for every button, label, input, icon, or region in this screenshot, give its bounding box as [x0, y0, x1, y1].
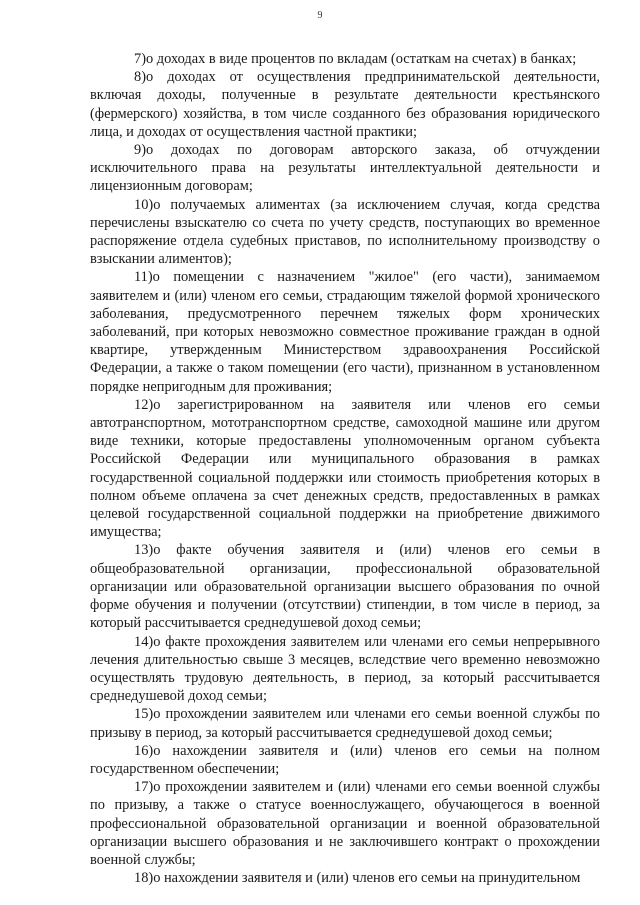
item-number: 7)	[134, 51, 146, 67]
item-text: о доходах от осуществления предпринимательской деятельности, включая доходы, полученные в результате деятельности крестьянского (фермерского) хозяйства, в том числе созданного без образования юридического лица, и доходах от осуществления частной практики;	[90, 69, 600, 140]
list-item	[90, 742, 600, 778]
list-item	[90, 869, 600, 887]
list-item	[90, 50, 600, 68]
item-number: 17)	[134, 779, 154, 796]
item-number: 16)	[134, 742, 154, 759]
item-number: 18)	[134, 870, 154, 887]
list-item	[90, 778, 600, 869]
list-item	[90, 196, 600, 269]
list-item	[90, 141, 600, 196]
item-number: 12)	[134, 396, 154, 413]
list-item	[90, 633, 600, 706]
item-number: 8)	[134, 69, 146, 86]
item-number: 15)	[134, 706, 154, 723]
list-item	[90, 705, 600, 741]
item-text: о доходах в виде процентов по вкладам (остаткам на счетах) в банках;	[146, 51, 577, 67]
item-text: о получаемых алиментах (за исключением случая, когда средства перечислены взыскателю со счета по учету средств, поступающих во временное распоряжение отдела судебных приставов, по исполнительному производству о взыскании алиментов);	[90, 196, 600, 268]
item-number: 11)	[134, 269, 153, 286]
item-text: о факте обучения заявителя и (или) членов его семьи в общеобразовательной организации, профессиональной образовательной организации или образовательной организации высшего образования по очной форме обучения и получении (отсутствии) стипендии, в том числе в период, за который рассчитывается среднедушевой доход семьи;	[90, 542, 600, 632]
item-text: о помещении с назначением "жилое" (его части), занимаемом заявителем и (или) членом его семьи, страдающим тяжелой формой хронического заболевания, предусмотренного перечнем тяжелых форм хронических заболеваний, при которых невозможно совместное проживание граждан в одной квартире, утвержденным Министерством здравоохранения Российской Федерации, а также о таком помещении (его части), признанном в установленном порядке непригодным для проживания;	[90, 269, 600, 395]
item-text: о зарегистрированном на заявителя или членов его семьи автотранспортном, мототранспортном средстве, самоходной машине или другом виде техники, которые предоставлены уполномоченным органом субъекта Российской Федерации или муниципального образования в рамках государственной социальной поддержки или стоимость приобретения которых в полном объеме оплачена за счет денежных средств, предоставленных в рамках целевой государственной социальной поддержки на приобретение движимого имущества;	[90, 396, 600, 541]
item-text: о доходах по договорам авторского заказа, об отчуждении исключительного права на результаты интеллектуальной деятельности и лицензионным договорам;	[90, 142, 600, 195]
item-number: 13)	[134, 542, 154, 559]
item-text: о прохождении заявителем и (или) членами его семьи военной службы по призыву, а также о статусе военнослужащего, обучающегося в военной профессиональной образовательной организации и военной образовательной организации высшего образования и не заключившего контракт о прохождении военной службы;	[90, 779, 600, 868]
item-text: о нахождении заявителя и (или) членов его семьи на полном государственном обеспечении;	[90, 742, 600, 777]
item-text: о факте прохождения заявителем или членами его семьи непрерывного лечения длительностью свыше 3 месяцев, вследствие чего временно невозможно осуществлять трудовую деятельность, в период, за который рассчитывается среднедушевой доход семьи;	[90, 633, 600, 705]
page-number: 9	[317, 10, 323, 21]
list-item	[90, 396, 600, 542]
item-number: 14)	[134, 633, 154, 650]
item-text: о нахождении заявителя и (или) членов его семьи на принудительном	[153, 870, 581, 887]
list-item	[90, 541, 600, 632]
list-item	[90, 68, 600, 141]
item-text: о прохождении заявителем или членами его семьи военной службы по призыву в период, за который рассчитывается среднедушевой доход семьи;	[90, 706, 600, 741]
document-body	[90, 50, 600, 887]
list-item	[90, 268, 600, 395]
item-number: 10)	[134, 196, 154, 213]
item-number: 9)	[134, 142, 146, 159]
